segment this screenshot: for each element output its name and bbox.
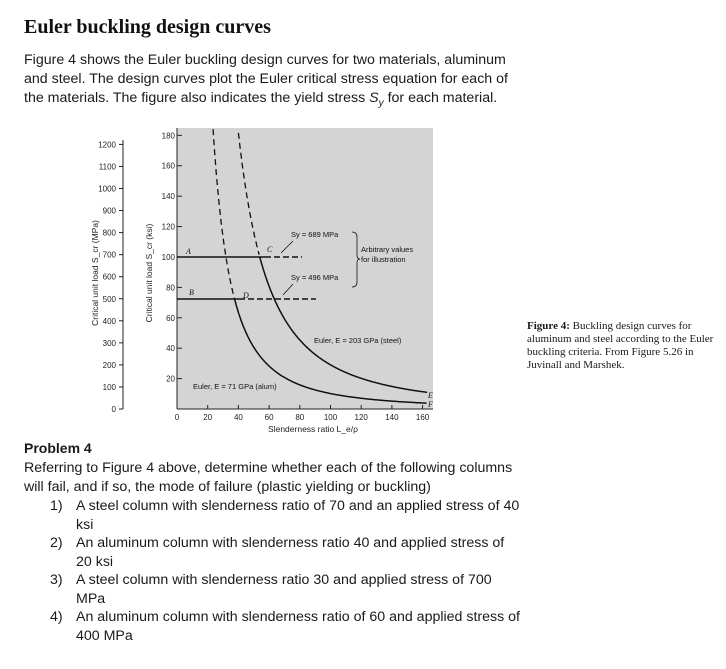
question-text: An aluminum column with slenderness ratio 40 and applied stress of 20 ksi	[76, 535, 505, 570]
mpa-tick-label: 1100	[98, 162, 116, 172]
question-text: An aluminum column with slenderness ratio of 60 and applied stress of 400 MPa	[76, 609, 520, 644]
question-number: 4)	[50, 609, 63, 625]
question-number: 1)	[50, 498, 63, 514]
arbitrary-values-line2: for illustration	[361, 255, 406, 264]
point-d-label: D	[243, 291, 249, 300]
x-tick-label: 60	[264, 413, 274, 422]
yield-symbol: $S_y$	[369, 90, 384, 109]
question-item	[50, 534, 520, 571]
x-axis-label: Slenderness ratio L_e/ρ	[268, 424, 358, 434]
steel-yield-label: Sy = 689 MPa	[291, 230, 339, 239]
ksi-tick-label: 100	[161, 252, 175, 262]
question-item	[50, 571, 520, 608]
ksi-axis-label: Critical unit load S_cr (ksi)	[144, 223, 154, 323]
x-tick-label: 100	[323, 413, 338, 422]
intro-tail: for each material.	[387, 90, 498, 106]
question-item	[50, 608, 520, 645]
intro-text: Figure 4 shows the Euler buckling design curves for two materials, aluminum and steel. The design curves plot the Euler critical stress equation for each of the materials. The figure also indicates the yield stress	[24, 52, 508, 106]
mpa-axis-ticks	[98, 140, 123, 414]
point-c-label: C	[267, 245, 273, 254]
mpa-tick-label: 600	[102, 272, 116, 282]
mpa-tick-label: 800	[102, 228, 116, 238]
ksi-tick-label: 60	[166, 313, 175, 323]
mpa-tick-label: 400	[102, 316, 116, 326]
figure-caption	[527, 320, 717, 372]
page-title: Euler buckling design curves	[24, 16, 271, 38]
question-text: A steel column with slenderness ratio of 70 and an applied stress of 40 ksi	[76, 498, 520, 533]
question-item	[50, 497, 520, 534]
arbitrary-values-line1: Arbitrary values	[361, 245, 414, 254]
aluminum-curve-label: Euler, E = 71 GPa (alum)	[193, 382, 277, 391]
mpa-tick-label: 500	[102, 294, 116, 304]
mpa-tick-label: 100	[102, 382, 116, 392]
caption-text: Buckling design curves for aluminum and steel according to the Euler buckling criteria. From Figure 5.26 in Juvinall and Marshek.	[527, 320, 714, 371]
x-tick-label: 40	[233, 413, 243, 422]
x-tick-label: 160	[415, 413, 430, 422]
question-number: 2)	[50, 535, 63, 551]
point-a-label: A	[186, 247, 191, 256]
ksi-tick-label: 180	[161, 131, 175, 141]
ksi-tick-label: 140	[161, 192, 175, 202]
intro-paragraph	[24, 51, 524, 113]
point-b-label: B	[189, 288, 194, 297]
ksi-tick-label: 20	[166, 374, 175, 384]
mpa-tick-label: 0	[111, 405, 116, 414]
euler-buckling-chart	[86, 125, 436, 437]
x-tick-label: 80	[295, 413, 305, 422]
mpa-tick-label: 700	[102, 250, 116, 260]
mpa-tick-label: 200	[102, 360, 116, 370]
mpa-tick-label: 900	[102, 206, 116, 216]
question-list	[50, 497, 520, 645]
mpa-axis-label: Critical unit load S_cr (MPa)	[90, 220, 100, 326]
problem-heading: Problem 4	[24, 440, 92, 456]
question-text: A steel column with slenderness ratio 30 and applied stress of 700 MPa	[76, 572, 492, 607]
mpa-tick-label: 1000	[98, 184, 116, 194]
x-tick-label: 120	[354, 413, 368, 422]
aluminum-yield-label: Sy = 496 MPa	[291, 273, 339, 282]
point-f-label: F	[428, 400, 433, 409]
ksi-tick-label: 120	[161, 222, 175, 232]
caption-label: Figure 4:	[527, 320, 570, 332]
problem-intro: Referring to Figure 4 above, determine whether each of the following columns will fail, and if so, the mode of failure (plastic yielding or buckling)	[24, 460, 513, 495]
ksi-tick-label: 80	[166, 283, 175, 293]
x-tick-label: 0	[174, 413, 180, 422]
question-number: 3)	[50, 572, 63, 588]
steel-curve-label: Euler, E = 203 GPa (steel)	[314, 336, 402, 345]
x-tick-label: 20	[203, 413, 213, 422]
ksi-tick-label: 160	[161, 161, 175, 171]
mpa-tick-label: 1200	[98, 140, 116, 150]
ksi-tick-label: 40	[166, 344, 175, 354]
mpa-tick-label: 300	[102, 338, 116, 348]
point-e-label: E	[428, 391, 433, 400]
x-tick-label: 140	[385, 413, 399, 422]
